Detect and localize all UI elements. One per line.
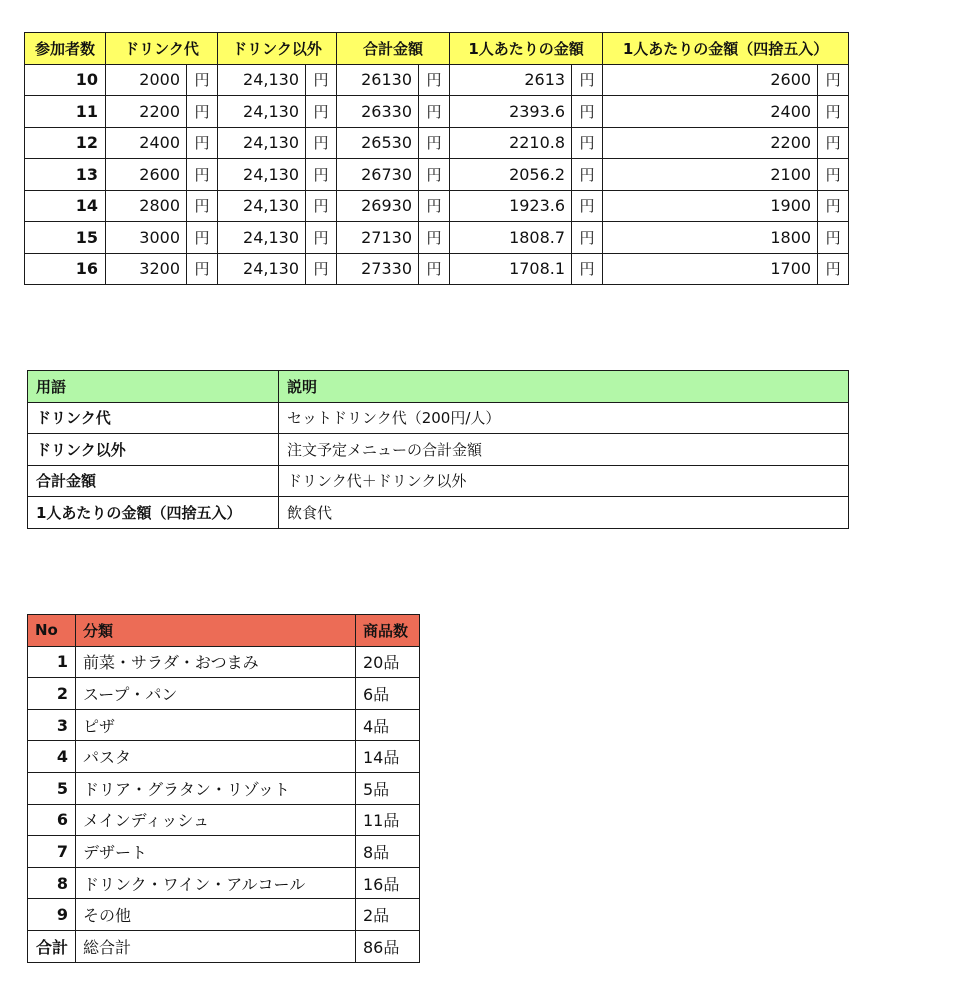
no-cell: 合計 [28, 930, 76, 962]
no-cell: 4 [28, 741, 76, 773]
table-row [28, 930, 420, 962]
table-row [28, 465, 849, 497]
rounded-cell: 1900 [603, 190, 818, 222]
unit-cell: 円 [572, 222, 603, 254]
count-cell: 14品 [356, 741, 420, 773]
term-cell: 合計金額 [28, 465, 279, 497]
other-cost-cell: 24,130 [218, 127, 306, 159]
rounded-cell: 1800 [603, 222, 818, 254]
no-cell: 6 [28, 804, 76, 836]
description-cell: セットドリンク代（200円/人） [279, 402, 849, 434]
unit-cell: 円 [419, 96, 450, 128]
participants-cell: 16 [25, 253, 106, 285]
unit-cell: 円 [572, 253, 603, 285]
count-cell: 6品 [356, 678, 420, 710]
participants-cell: 13 [25, 159, 106, 191]
count-cell: 4品 [356, 709, 420, 741]
header-term: 用語 [28, 371, 279, 403]
term-cell: ドリンク以外 [28, 434, 279, 466]
participants-cell: 11 [25, 96, 106, 128]
unit-cell: 円 [818, 96, 849, 128]
table-row [28, 678, 420, 710]
table-row [28, 434, 849, 466]
per-person-cell: 1708.1 [450, 253, 572, 285]
table-row [28, 402, 849, 434]
table-row [28, 867, 420, 899]
table-row [25, 64, 849, 96]
unit-cell: 円 [306, 64, 337, 96]
header-participants: 参加者数 [25, 33, 106, 65]
other-cost-cell: 24,130 [218, 190, 306, 222]
category-cell: 前菜・サラダ・おつまみ [76, 646, 356, 678]
other-cost-cell: 24,130 [218, 64, 306, 96]
total-cost-cell: 26930 [337, 190, 419, 222]
count-cell: 20品 [356, 646, 420, 678]
header-total: 合計金額 [337, 33, 450, 65]
drink-cost-cell: 2200 [106, 96, 187, 128]
table-row [28, 772, 420, 804]
unit-cell: 円 [419, 253, 450, 285]
header-drink: ドリンク代 [106, 33, 218, 65]
unit-cell: 円 [572, 159, 603, 191]
unit-cell: 円 [419, 127, 450, 159]
category-cell: パスタ [76, 741, 356, 773]
description-cell: 飲食代 [279, 497, 849, 529]
unit-cell: 円 [187, 127, 218, 159]
other-cost-cell: 24,130 [218, 222, 306, 254]
count-cell: 8品 [356, 836, 420, 868]
unit-cell: 円 [187, 159, 218, 191]
no-cell: 7 [28, 836, 76, 868]
unit-cell: 円 [572, 96, 603, 128]
unit-cell: 円 [818, 190, 849, 222]
table-row [28, 709, 420, 741]
unit-cell: 円 [572, 190, 603, 222]
unit-cell: 円 [572, 127, 603, 159]
per-person-cell: 2210.8 [450, 127, 572, 159]
unit-cell: 円 [187, 222, 218, 254]
rounded-cell: 2600 [603, 64, 818, 96]
no-cell: 2 [28, 678, 76, 710]
category-cell: その他 [76, 899, 356, 931]
participants-cell: 12 [25, 127, 106, 159]
table-row [25, 222, 849, 254]
category-cell: 総合計 [76, 930, 356, 962]
unit-cell: 円 [187, 190, 218, 222]
count-cell: 11品 [356, 804, 420, 836]
unit-cell: 円 [187, 64, 218, 96]
rounded-cell: 1700 [603, 253, 818, 285]
category-cell: ピザ [76, 709, 356, 741]
no-cell: 9 [28, 899, 76, 931]
unit-cell: 円 [419, 190, 450, 222]
unit-cell: 円 [306, 190, 337, 222]
total-cost-cell: 26730 [337, 159, 419, 191]
other-cost-cell: 24,130 [218, 159, 306, 191]
term-cell: 1人あたりの金額（四捨五入） [28, 497, 279, 529]
header-other: ドリンク以外 [218, 33, 337, 65]
unit-cell: 円 [187, 253, 218, 285]
header-per-person: 1人あたりの金額 [450, 33, 603, 65]
table-row [25, 96, 849, 128]
total-cost-cell: 27330 [337, 253, 419, 285]
count-cell: 86品 [356, 930, 420, 962]
drink-cost-cell: 2600 [106, 159, 187, 191]
unit-cell: 円 [306, 159, 337, 191]
table-row [28, 899, 420, 931]
no-cell: 3 [28, 709, 76, 741]
rounded-cell: 2100 [603, 159, 818, 191]
per-person-cell: 1923.6 [450, 190, 572, 222]
no-cell: 5 [28, 772, 76, 804]
participants-cell: 10 [25, 64, 106, 96]
table-row [25, 127, 849, 159]
per-person-cell: 2393.6 [450, 96, 572, 128]
unit-cell: 円 [306, 222, 337, 254]
drink-cost-cell: 2400 [106, 127, 187, 159]
unit-cell: 円 [818, 127, 849, 159]
unit-cell: 円 [419, 64, 450, 96]
unit-cell: 円 [818, 253, 849, 285]
category-cell: デザート [76, 836, 356, 868]
participants-cell: 15 [25, 222, 106, 254]
unit-cell: 円 [419, 159, 450, 191]
unit-cell: 円 [572, 64, 603, 96]
no-cell: 1 [28, 646, 76, 678]
total-cost-cell: 27130 [337, 222, 419, 254]
menu-category-table [27, 614, 420, 963]
count-cell: 16品 [356, 867, 420, 899]
per-person-cell: 2613 [450, 64, 572, 96]
table-row [28, 804, 420, 836]
table-row [25, 253, 849, 285]
total-cost-cell: 26130 [337, 64, 419, 96]
table-row [28, 836, 420, 868]
drink-cost-cell: 3200 [106, 253, 187, 285]
rounded-cell: 2200 [603, 127, 818, 159]
table-row [25, 190, 849, 222]
category-cell: ドリア・グラタン・リゾット [76, 772, 356, 804]
unit-cell: 円 [818, 159, 849, 191]
participants-cell: 14 [25, 190, 106, 222]
drink-cost-cell: 2000 [106, 64, 187, 96]
total-cost-cell: 26530 [337, 127, 419, 159]
drink-cost-cell: 3000 [106, 222, 187, 254]
table-row [28, 497, 849, 529]
description-cell: 注文予定メニューの合計金額 [279, 434, 849, 466]
term-cell: ドリンク代 [28, 402, 279, 434]
glossary-table [27, 370, 849, 529]
table-row [28, 646, 420, 678]
header-rounded: 1人あたりの金額（四捨五入） [603, 33, 849, 65]
glossary-header-row [28, 371, 849, 403]
per-person-cell: 2056.2 [450, 159, 572, 191]
unit-cell: 円 [419, 222, 450, 254]
unit-cell: 円 [306, 253, 337, 285]
count-cell: 2品 [356, 899, 420, 931]
table-row [25, 159, 849, 191]
total-cost-cell: 26330 [337, 96, 419, 128]
table-row [28, 741, 420, 773]
header-category: 分類 [76, 615, 356, 647]
category-cell: メインディッシュ [76, 804, 356, 836]
unit-cell: 円 [306, 127, 337, 159]
per-person-cell: 1808.7 [450, 222, 572, 254]
unit-cell: 円 [187, 96, 218, 128]
header-no: No [28, 615, 76, 647]
unit-cell: 円 [306, 96, 337, 128]
header-description: 説明 [279, 371, 849, 403]
category-header-row [28, 615, 420, 647]
rounded-cell: 2400 [603, 96, 818, 128]
no-cell: 8 [28, 867, 76, 899]
description-cell: ドリンク代＋ドリンク以外 [279, 465, 849, 497]
cost-table-header-row [25, 33, 849, 65]
category-cell: ドリンク・ワイン・アルコール [76, 867, 356, 899]
count-cell: 5品 [356, 772, 420, 804]
other-cost-cell: 24,130 [218, 253, 306, 285]
other-cost-cell: 24,130 [218, 96, 306, 128]
unit-cell: 円 [818, 222, 849, 254]
unit-cell: 円 [818, 64, 849, 96]
header-count: 商品数 [356, 615, 420, 647]
cost-table [24, 32, 849, 285]
drink-cost-cell: 2800 [106, 190, 187, 222]
category-cell: スープ・パン [76, 678, 356, 710]
